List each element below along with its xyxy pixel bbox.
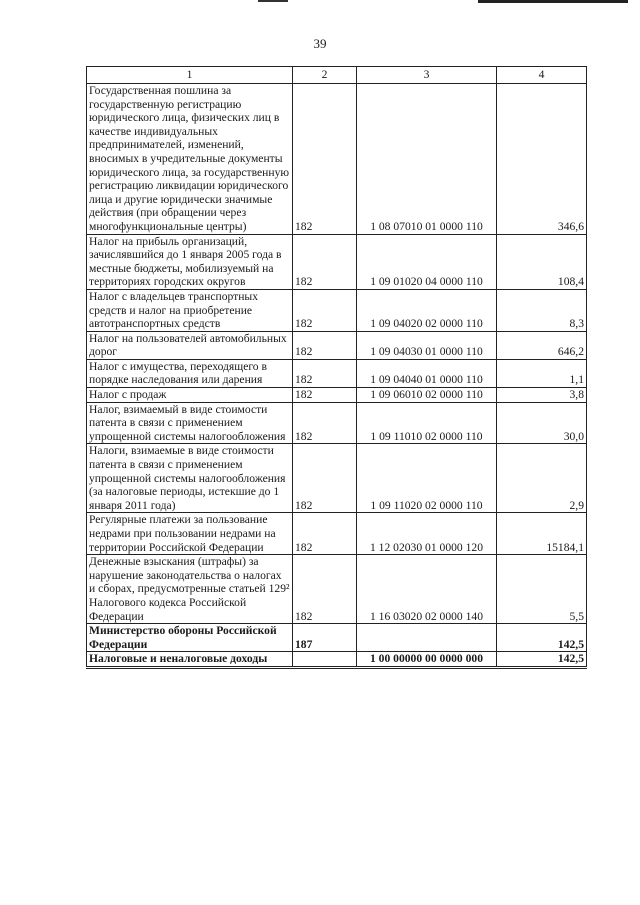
row-admin-code: 182: [293, 444, 357, 513]
header-cell-4: 4: [497, 67, 587, 84]
row-name: Налоговые и неналоговые доходы: [87, 652, 293, 668]
row-name: Налог на пользователей автомобильных дорог: [87, 331, 293, 359]
table-row: [87, 444, 587, 513]
table-row-ministry: [87, 624, 587, 652]
row-amount: 5,5: [497, 555, 587, 624]
table-row-total: [87, 652, 587, 668]
table-row: [87, 402, 587, 444]
row-name: Налог с владельцев транспортных средств и налог на приобретение автотранспортных средств: [87, 289, 293, 331]
row-admin-code: 187: [293, 624, 357, 652]
row-name: Налог с имущества, переходящего в порядке наследования или дарения: [87, 359, 293, 387]
row-amount: 646,2: [497, 331, 587, 359]
table-row: [87, 359, 587, 387]
top-edge-rule-right: [478, 0, 628, 3]
table-header-row: [87, 67, 587, 84]
row-budget-code: [357, 624, 497, 652]
row-budget-code: 1 09 04040 01 0000 110: [357, 359, 497, 387]
row-budget-code: 1 09 11020 02 0000 110: [357, 444, 497, 513]
table-row: [87, 84, 587, 235]
table-row: [87, 555, 587, 624]
row-budget-code: 1 09 06010 02 0000 110: [357, 388, 497, 403]
row-name: Налог, взимаемый в виде стоимости патента в связи с применением упрощенной системы налогообложения: [87, 402, 293, 444]
row-name: Налоги, взимаемые в виде стоимости патента в связи с применением упрощенной системы налогообложения (за налоговые периоды, истекшие до 1 января 2011 года): [87, 444, 293, 513]
row-admin-code: 182: [293, 331, 357, 359]
row-amount: 1,1: [497, 359, 587, 387]
row-amount: 142,5: [497, 652, 587, 668]
row-budget-code: 1 09 01020 04 0000 110: [357, 234, 497, 289]
row-budget-code: 1 09 04020 02 0000 110: [357, 289, 497, 331]
header-cell-2: 2: [293, 67, 357, 84]
row-admin-code: 182: [293, 402, 357, 444]
table-row: [87, 388, 587, 403]
header-cell-3: 3: [357, 67, 497, 84]
row-amount: 142,5: [497, 624, 587, 652]
row-admin-code: 182: [293, 388, 357, 403]
table-row: [87, 513, 587, 555]
row-budget-code: 1 08 07010 01 0000 110: [357, 84, 497, 235]
row-name: Государственная пошлина за государственную регистрацию юридического лица, физических лиц в качестве индивидуальных предпринимателей, изменений, вносимых в учредительные документы юридического лица, за государственную регистрацию ликвидации юридического лица и другие юридически значимые действия (при обращении через многофункциональные центры): [87, 84, 293, 235]
row-amount: 8,3: [497, 289, 587, 331]
row-admin-code: 182: [293, 359, 357, 387]
row-amount: 108,4: [497, 234, 587, 289]
row-name: Налог на прибыль организаций, зачислявшийся до 1 января 2005 года в местные бюджеты, мобилизуемый на территориях городских округов: [87, 234, 293, 289]
row-name: Министерство обороны Российской Федерации: [87, 624, 293, 652]
row-amount: 30,0: [497, 402, 587, 444]
row-admin-code: 182: [293, 513, 357, 555]
table-row: [87, 331, 587, 359]
row-budget-code: 1 16 03020 02 0000 140: [357, 555, 497, 624]
row-budget-code: 1 09 11010 02 0000 110: [357, 402, 497, 444]
table-row: [87, 289, 587, 331]
row-budget-code: 1 00 00000 00 0000 000: [357, 652, 497, 668]
row-admin-code: [293, 652, 357, 668]
row-admin-code: 182: [293, 234, 357, 289]
row-admin-code: 182: [293, 84, 357, 235]
row-admin-code: 182: [293, 289, 357, 331]
row-name: Налог с продаж: [87, 388, 293, 403]
row-budget-code: 1 12 02030 01 0000 120: [357, 513, 497, 555]
header-cell-1: 1: [87, 67, 293, 84]
revenue-table: [86, 66, 587, 669]
row-name: Регулярные платежи за пользование недрами при пользовании недрами на территории Российской Федерации: [87, 513, 293, 555]
top-edge-rule-left: [258, 0, 288, 2]
row-admin-code: 182: [293, 555, 357, 624]
row-budget-code: 1 09 04030 01 0000 110: [357, 331, 497, 359]
row-amount: 3,8: [497, 388, 587, 403]
row-name: Денежные взыскания (штрафы) за нарушение законодательства о налогах и сборах, предусмотренные статьей 129² Налогового кодекса Российской Федерации: [87, 555, 293, 624]
page-number: 39: [313, 36, 327, 51]
table-row: [87, 234, 587, 289]
row-amount: 2,9: [497, 444, 587, 513]
row-amount: 346,6: [497, 84, 587, 235]
row-amount: 15184,1: [497, 513, 587, 555]
top-edge-rule: [258, 0, 628, 3]
